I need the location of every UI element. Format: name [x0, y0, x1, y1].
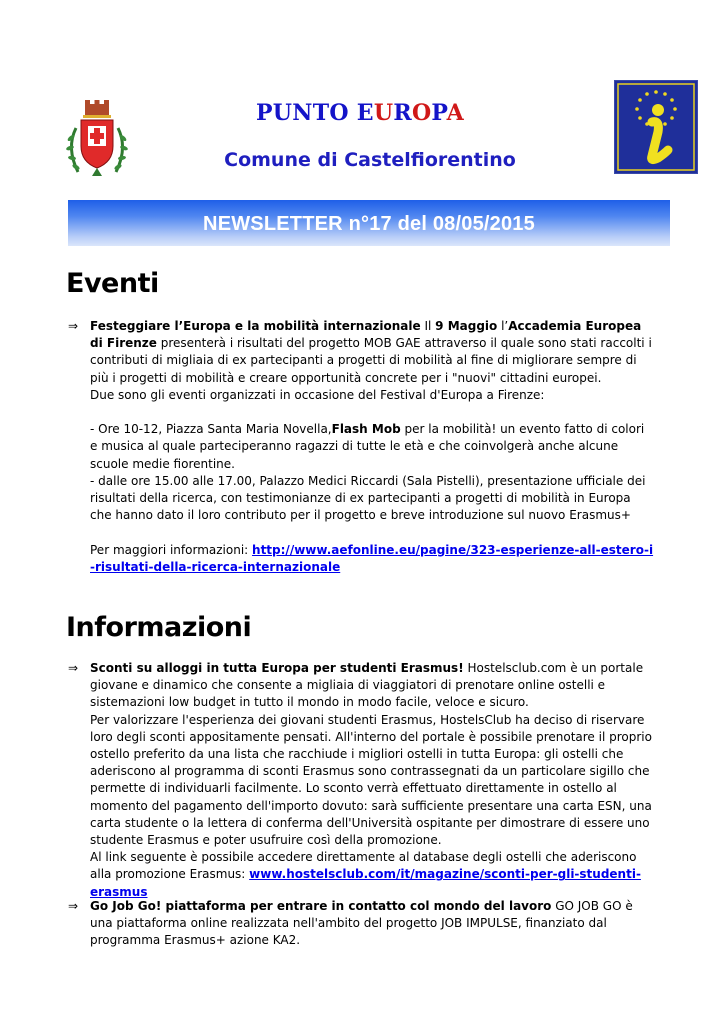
item-bold-text: Flash Mob [331, 422, 401, 437]
title-letter-p: P [431, 100, 447, 126]
item-text: GO JOB GO è una piattaforma online realizzata nell'ambito del progetto JOB IMPULSE, finanziato dal programma Erasmus+ azione KA2. [90, 899, 633, 948]
item-text: Al link seguente è possibile accedere direttamente al database degli ostelli che aderiscono alla promozione Erasmus: [90, 850, 637, 882]
hostelsclub-link[interactable]: www.hostelsclub.com/it/magazine/sconti-per-gli-studenti-erasmus [90, 867, 641, 899]
title-letter-u: U [373, 100, 394, 126]
item-paragraph [90, 542, 654, 576]
item-text: Il [420, 319, 436, 333]
title-part-1: PUNTO E [255, 100, 374, 126]
item-paragraph [90, 849, 654, 901]
item-text: Hostelsclub.com è un portale giovane e dinamico che consente a migliaia di viaggiatori di prenotare online ostelli e sistemazioni low budget in tutto il mondo in modo facile, veloce e sicuro. [90, 661, 644, 710]
item-bold-text: 9 Maggio [435, 319, 498, 333]
arrow-bullet-icon: ⇒ [68, 319, 79, 333]
title-letter-a: A [446, 100, 465, 126]
municipal-crest-icon [64, 98, 130, 180]
item-paragraph: - dalle ore 15.00 alle 17.00, Palazzo Medici Riccardi (Sala Pistelli), presentazione ufficiale dei risultati della ricerca, con testimonianze di ex partecipanti a progetti di mobilità in Europa che hanno dato il loro contributo per il progetto e breve introduzione sul nuovo Erasmus+ [90, 473, 646, 523]
title-letter-o: O [411, 100, 432, 126]
arrow-bullet-icon: ⇒ [68, 899, 79, 913]
arrow-bullet-icon: ⇒ [68, 661, 79, 675]
section-heading-eventi: Eventi [66, 268, 159, 299]
list-item [68, 660, 654, 901]
item-paragraph [90, 660, 654, 712]
item-paragraph [90, 421, 654, 473]
item-text: l’ [497, 319, 509, 333]
newsletter-banner-text: NEWSLETTER n°17 del 08/05/2015 [203, 213, 535, 235]
list-item [68, 318, 654, 576]
aefonline-link[interactable]: http://www.aefonline.eu/pagine/323-esperienze-all-estero-i-risultati-della-ricerca-internazionale [90, 542, 654, 574]
list-item [68, 898, 654, 950]
section-heading-informazioni: Informazioni [66, 612, 252, 643]
item-paragraph [90, 318, 654, 387]
item-text: presenterà i risultati del progetto MOB GAE attraverso il quale sono stati raccolti i contributi di migliaia di ex partecipanti a progetti di mobilità al fine di migliorare sempre di più i progetti di mobilità e creare opportunità concrete per i "nuovi" cittadini europei. [90, 336, 652, 385]
item-bold-text: Accademia Europea di Firenze [90, 319, 642, 351]
title-letter-r: R [393, 100, 412, 126]
page-subtitle: Comune di Castelfiorentino [224, 149, 516, 171]
item-paragraph [90, 898, 654, 950]
item-bold-text: Sconti su alloggi in tutta Europa per studenti Erasmus! [90, 661, 464, 675]
item-text: - Ore 10-12, Piazza Santa Maria Novella, [90, 422, 332, 437]
page-title [200, 100, 520, 126]
item-bold-text: Go Job Go! piattaforma per entrare in contatto col mondo del lavoro [90, 899, 552, 913]
item-text: Per maggiori informazioni: [90, 542, 253, 557]
newsletter-banner [68, 200, 670, 246]
item-paragraph: Due sono gli eventi organizzati in occasione del Festival d'Europa a Firenze: [90, 387, 545, 402]
item-paragraph: Per valorizzare l'esperienza dei giovani studenti Erasmus, HostelsClub ha deciso di riservare loro degli sconti appositamente pensati. All'interno del portale è possibile prenotare il proprio ostello preferito da una lista che racchiude i migliori ostelli in tutta Europa: gli ostelli che aderiscono al programma di sconti Erasmus sono contrassegnati da un particolare sigillo che permette di individuarli facilmente. Lo sconto verrà effettuato direttamente in ostello al momento del pagamento dell'importo dovuto: sarà sufficiente presentare una carta ESN, una carta studente o la lettera di conferma dell'Università ospitante per dimostrare di essere uno studente Erasmus e poter usufruire così della promozione. [90, 712, 652, 848]
item-bold-text: Festeggiare l’Europa e la mobilità internazionale [90, 319, 421, 333]
item-text: per la mobilità! un evento fatto di colori e musica al quale parteciperanno ragazzi di tutte le età e che coinvolgerà anche alcune scuole medie fiorentine. [90, 422, 645, 471]
europe-info-logo-icon [614, 80, 698, 174]
